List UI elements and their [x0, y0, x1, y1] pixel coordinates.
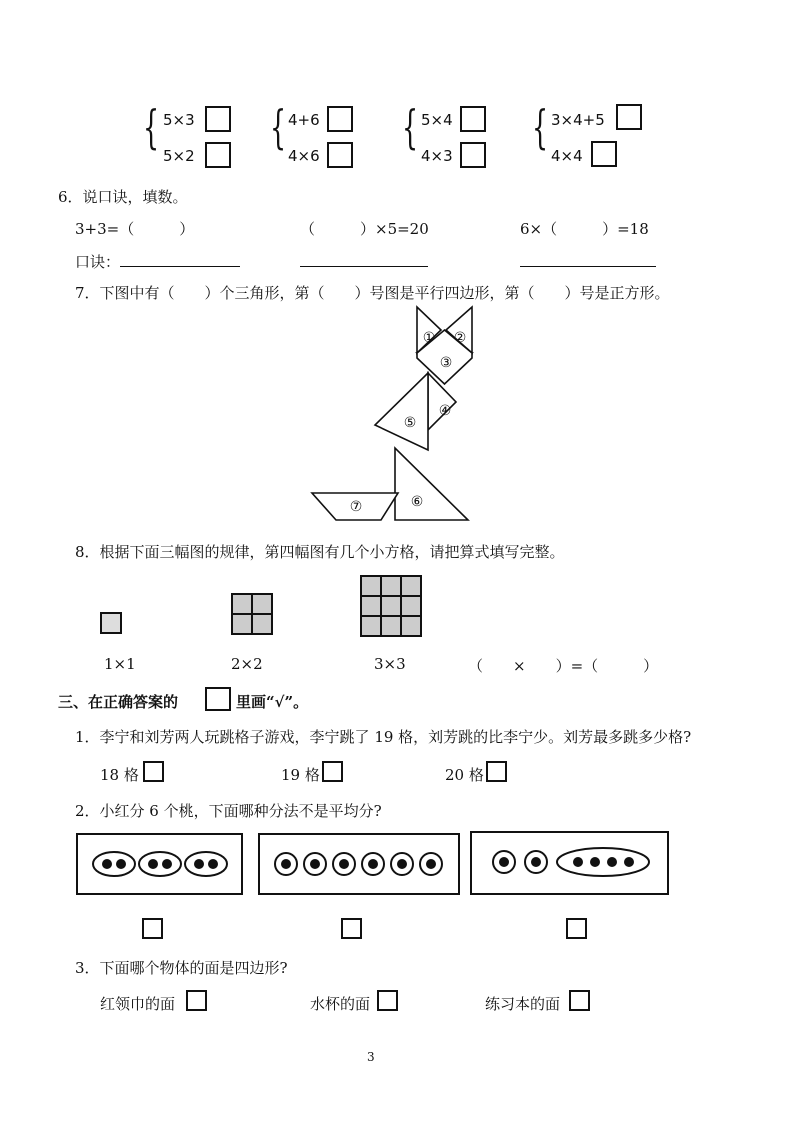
piece-label: ③: [439, 355, 453, 371]
grid-caption: 2×2: [231, 655, 263, 673]
question-6-title: 6．说口诀，填数。: [58, 188, 188, 206]
checkbox[interactable]: [569, 990, 590, 1011]
checkbox[interactable]: [143, 761, 164, 782]
problem-3-title: 3．下面哪个物体的面是四边形?: [75, 959, 288, 977]
answer-line[interactable]: [120, 266, 240, 267]
checkbox[interactable]: [142, 918, 163, 939]
expression: 3×4+5: [551, 111, 605, 129]
option-label: 水杯的面: [310, 995, 371, 1013]
piece-label: ⑤: [403, 415, 417, 431]
answer-box[interactable]: [327, 142, 353, 168]
peach-panel-3: [470, 831, 669, 895]
page-number: 3: [367, 1050, 375, 1064]
piece-label: ①: [422, 330, 436, 346]
koujue-label: 口诀：: [75, 253, 121, 271]
brace-icon: {: [270, 100, 287, 154]
grid-caption: 3×3: [374, 655, 406, 673]
answer-line[interactable]: [520, 266, 656, 267]
expression: 4×6: [288, 147, 320, 165]
piece-label: ④: [438, 403, 452, 419]
answer-box[interactable]: [460, 106, 486, 132]
expression: 4+6: [288, 111, 320, 129]
q6-equation-2: （ ）×5=20: [300, 220, 429, 238]
answer-box[interactable]: [616, 104, 642, 130]
question-8-title: 8．根据下面三幅图的规律，第四幅图有几个小方格，请把算式填写完整。: [75, 543, 565, 561]
expression: 5×3: [163, 111, 195, 129]
brace-icon: {: [143, 100, 160, 154]
peach-panel-2: [258, 833, 460, 895]
checkbox[interactable]: [486, 761, 507, 782]
grid-2x2: [231, 593, 273, 635]
tangram-cat-figure: [300, 300, 480, 530]
option-label: 练习本的面: [485, 995, 561, 1013]
grid-1x1: [100, 612, 122, 634]
answer-box[interactable]: [327, 106, 353, 132]
problem-2-title: 2．小红分 6 个桃，下面哪种分法不是平均分?: [75, 802, 382, 820]
option-label: 20 格: [445, 766, 484, 784]
q6-equation-1: 3+3=（ ）: [75, 220, 195, 238]
tangram-piece-6: [395, 448, 468, 520]
piece-label: ②: [453, 330, 467, 346]
grid-caption: 1×1: [104, 655, 136, 673]
section-3-title-prefix: 三、在正确答案的: [58, 693, 179, 711]
option-label: 红领巾的面: [100, 995, 176, 1013]
answer-line[interactable]: [300, 266, 428, 267]
answer-box[interactable]: [205, 142, 231, 168]
expression: 4×3: [421, 147, 453, 165]
expression: 5×4: [421, 111, 453, 129]
checkbox[interactable]: [341, 918, 362, 939]
checkbox[interactable]: [186, 990, 207, 1011]
q6-equation-3: 6×（ ）=18: [520, 220, 649, 238]
checkbox[interactable]: [322, 761, 343, 782]
answer-box[interactable]: [460, 142, 486, 168]
tangram-piece-5: [375, 373, 428, 450]
question-7-title: 7．下图中有（ ）个三角形，第（ ）号图是平行四边形，第（ ）号是正方形。: [75, 284, 670, 302]
brace-icon: {: [402, 100, 419, 154]
answer-box[interactable]: [205, 106, 231, 132]
piece-label: ⑥: [410, 494, 424, 510]
expression: 4×4: [551, 147, 583, 165]
q8-answer-formula: （ × ）=（ ）: [468, 657, 659, 675]
peach-panel-1: [76, 833, 243, 895]
sample-box-icon: [205, 687, 231, 711]
section-3-title-suffix: 里画“√”。: [236, 693, 309, 711]
piece-label: ⑦: [349, 499, 363, 515]
answer-box[interactable]: [591, 141, 617, 167]
checkbox[interactable]: [377, 990, 398, 1011]
brace-icon: {: [532, 100, 549, 154]
option-label: 18 格: [100, 766, 139, 784]
grid-3x3: [360, 575, 422, 637]
expression: 5×2: [163, 147, 195, 165]
option-label: 19 格: [281, 766, 320, 784]
problem-1-title: 1．李宁和刘芳两人玩跳格子游戏，李宁跳了 19 格，刘芳跳的比李宁少。刘芳最多跳多少格?: [75, 728, 692, 746]
checkbox[interactable]: [566, 918, 587, 939]
